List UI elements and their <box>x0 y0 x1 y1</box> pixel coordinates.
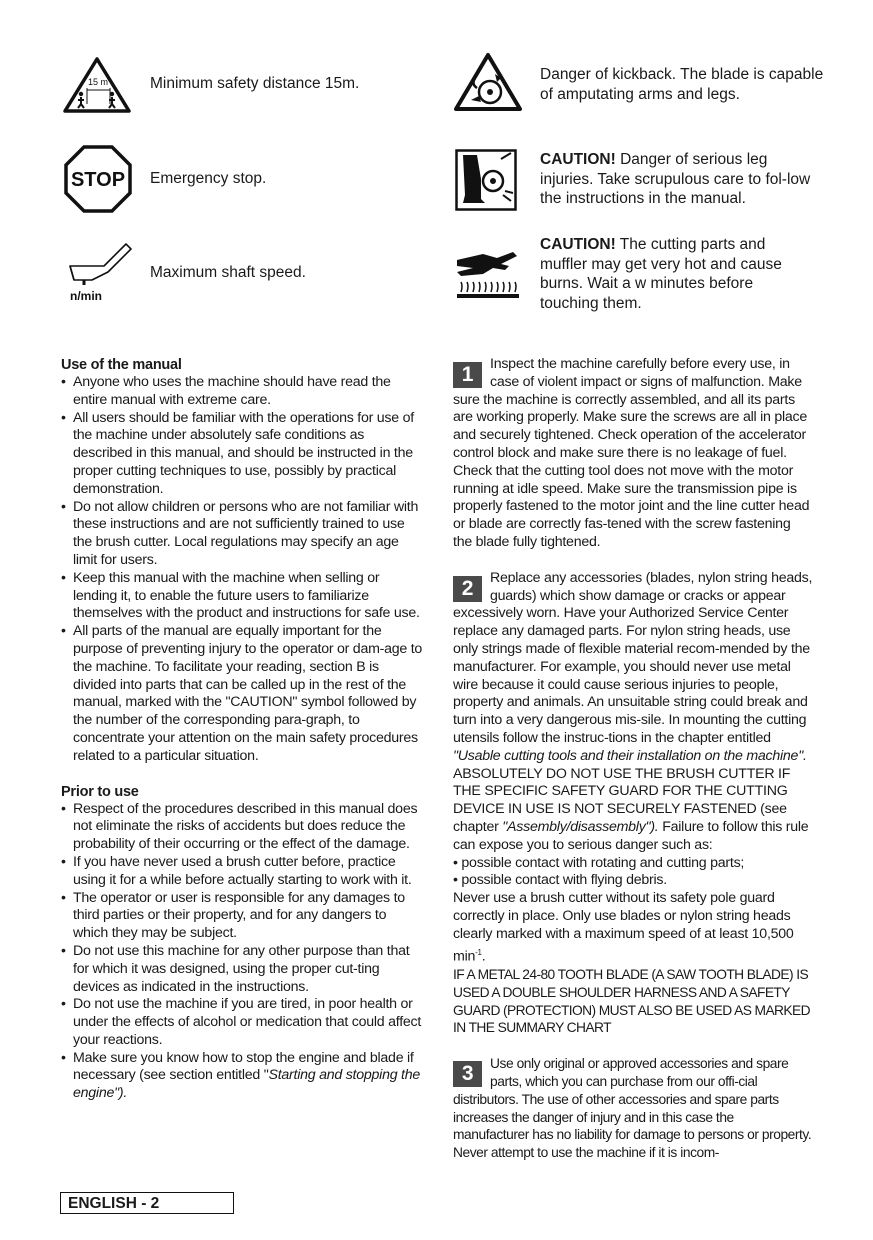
paragraph-2-continued <box>453 890 813 966</box>
list-item: • Respect of the procedures described in this manual does not eliminate the risks of accidents but does reduce the probability of their occurring or the effect of the damage. <box>61 801 423 854</box>
symbol-stop-text: Emergency stop. <box>150 170 267 187</box>
list-item: • Do not allow children or persons who are not familiar with these instructions and are not sufficiently trained to use the brush cutter. Local regulations may specify an age limit for users. <box>61 499 423 570</box>
hot-surface-desc: The cutting parts and muffler may get very hot and cause burns. Wait a w minutes before touching them. <box>540 236 782 312</box>
paragraph-2-caps: IF A METAL 24-80 TOOTH BLADE (A SAW TOOTH BLADE) IS USED A DOUBLE SHOULDER HARNESS AND A SAFETY GUARD (PROTECTION) MUST ALSO BE USED AS MARKED IN THE SUMMARY CHART <box>453 967 810 1036</box>
symbol-hot-surface-text <box>540 235 815 313</box>
stop-sign-icon <box>64 145 132 213</box>
list-item: • Keep this manual with the machine when selling or lending it, to enable the future users to familiarize themselves with the product and instructions for safe use. <box>61 570 423 623</box>
list-item <box>61 1050 423 1103</box>
hot-surface-icon <box>453 246 523 304</box>
symbol-shaft-speed <box>64 242 134 309</box>
page-footer-label: ENGLISH - 2 <box>60 1192 234 1214</box>
paragraph-2-bullet: • possible contact with flying debris. <box>453 872 667 889</box>
caution-label: CAUTION! <box>540 236 616 253</box>
right-column <box>453 356 813 1162</box>
list-item-text: Make sure you know how to stop the engine and blade if necessary (see section entitled " <box>73 1049 414 1084</box>
kickback-warning-icon <box>453 52 523 112</box>
shaft-speed-label: n/min <box>70 289 102 303</box>
list-item-italic: Starting and stopping the engine"). <box>73 1067 421 1102</box>
paragraph-1-text: Inspect the machine carefully before every use, in case of violent impact or signs of malfunction. Make sure the machine is correctly assembled, and all its parts are working properly. Make sure the screws are all in place and securely tightened. Check operation of the accelerator control block and make sure there is no leakage of fuel. Check that the cutting tool does not move with the motor running at idle speed. Make sure the transmission pipe is properly fastened to the motor joint and the line cutter head or blade are correctly fas-tened with the screw fastening the blade fully tightened. <box>453 356 810 550</box>
paragraph-2-text: Never use a brush cutter without its safety pole guard correctly in place. Only use blades or nylon string heads clearly marked with a maximum speed of at least 10,500 min <box>453 890 794 965</box>
shaft-speed-icon <box>64 242 134 304</box>
symbol-leg-injury-text <box>540 150 825 209</box>
symbol-leg-injury <box>455 149 517 216</box>
list-item: • Do not use this machine for any other purpose than that for which it was designed, using the proper cut-ting devices as indicated in the instructions. <box>61 943 423 996</box>
paragraph-2-italic: "Assembly/disassembly"). <box>502 818 659 835</box>
paragraph-2-text: Replace any accessories (blades, nylon string heads, guards) which show damage or cracks or appear excessively worn. Have your Authorized Service Center replace any damaged parts. For nylon string heads, use only strings made of flexible material recom-mended by the manufacturer. For example, you should never use metal wire because it could cause serious injuries to people, property and animals. An unsuitable string could break and turn into a very dangerous mis-sile. In mounting the cutting utensils follow the instruc-tions in the chapter entitled <box>453 569 813 746</box>
use-of-manual-heading: Use of the manual <box>61 357 182 373</box>
symbol-kickback <box>453 52 523 117</box>
paragraph-2-text: ABSOLUTELY DO NOT USE THE BRUSH CUTTER IF THE SPECIFIC SAFETY GUARD FOR THE CUTTING DEVICE IN USE IS NOT SECURELY FASTENED (see chapter <box>453 765 791 835</box>
list-item: • Anyone who uses the machine should have read the entire manual with extreme care. <box>61 374 423 410</box>
prior-to-use-list <box>61 801 423 1104</box>
symbol-shaft-speed-text: Maximum shaft speed. <box>150 264 306 281</box>
use-of-manual-list <box>61 374 423 766</box>
list-item: • All users should be familiar with the operations for use of the machine under absolutely safe conditions as described in this manual, and should be instructed in the proper cutting techniques to use, possibly by practical demonstration. <box>61 410 423 499</box>
paragraph-2 <box>453 570 813 855</box>
list-item: • The operator or user is responsible for any damages to third parties or their property, and for any dangers to which they may be subject. <box>61 890 423 943</box>
left-column <box>61 356 423 1103</box>
symbol-safety-distance-text: Minimum safety distance 15m. <box>150 75 360 92</box>
caution-label: CAUTION! <box>540 151 616 168</box>
list-item: • All parts of the manual are equally important for the purpose of preventing injury to the operator or dam-age to the machine. To facilitate your reading, section B is divided into parts that can be called up in the rest of the manual, marked with the "CAUTION" symbol followed by the number of the corresponding para-graph, to concentrate your attention on the main safety procedures related to a particular situation. <box>61 623 423 765</box>
prior-to-use-heading: Prior to use <box>61 783 139 800</box>
list-item: • If you have never used a brush cutter before, practice using it for a while before actually starting to work with it. <box>61 854 423 890</box>
symbol-stop <box>64 145 132 218</box>
symbol-safety-distance <box>62 56 132 119</box>
stop-sign-label: STOP <box>70 169 126 191</box>
paragraph-2-bullet: • possible contact with rotating and cutting parts; <box>453 854 745 871</box>
symbol-hot-surface <box>453 246 523 309</box>
safety-distance-icon-label: 15 m <box>87 77 109 87</box>
safety-distance-icon <box>62 56 132 114</box>
paragraph-1 <box>453 356 813 552</box>
section-number-3: 3 <box>453 1061 482 1087</box>
leg-injury-icon <box>455 149 517 211</box>
superscript: -1 <box>475 947 482 957</box>
paragraph-2-italic: "Usable cutting tools and their installation on the machine". <box>453 747 807 764</box>
paragraph-3-text: Use only original or approved accessories and spare parts, which you can purchase from our offi-cial distributors. The use of other accessories and spare parts increases the danger of injury and in this case the manufacturer has no liability for damage to persons or property. Never attempt to use the machine if it is incom- <box>453 1056 812 1161</box>
list-item: • Do not use the machine if you are tired, in poor health or under the effects of alcohol or medication that could affect your reactions. <box>61 996 423 1049</box>
symbol-kickback-text: Danger of kickback. The blade is capable of amputating arms and legs. <box>540 66 824 103</box>
paragraph-2-text: . <box>481 948 486 965</box>
paragraph-2-text: Failure to follow this rule can expose you to serious danger such as: <box>453 818 809 853</box>
leg-injury-desc: Danger of serious leg injuries. Take scrupulous care to fol-low the instructions in the manual. <box>540 151 811 207</box>
paragraph-3 <box>453 1055 813 1162</box>
section-number-2: 2 <box>453 576 482 602</box>
section-number-1: 1 <box>453 362 482 388</box>
